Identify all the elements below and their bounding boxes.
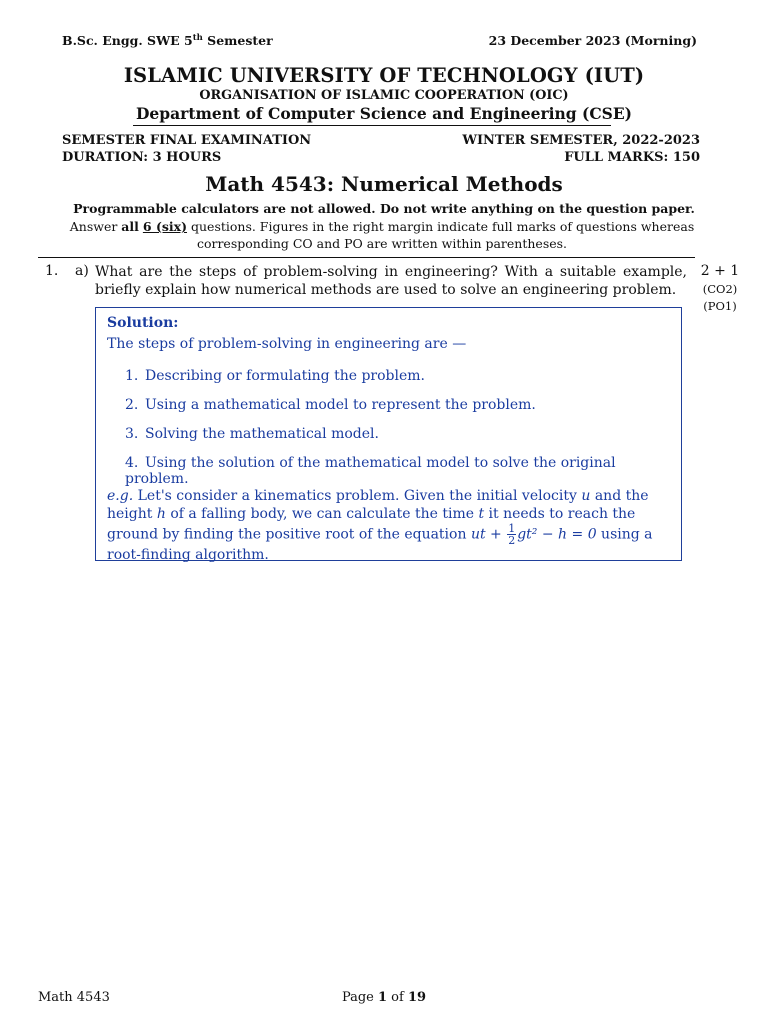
footer-course: Math 4543 [38,990,110,1005]
question-marks: 2 + 1 [700,263,740,279]
exam-type: SEMESTER FINAL EXAMINATION [62,133,312,148]
list-item: 4. Using the solution of the mathematical model to solve the original problem. [125,455,616,487]
solution-box [95,307,682,561]
list-item: 1. Describing or formulating the problem. [125,368,426,384]
question-number: 1. [45,263,59,279]
program-outcome: (PO1) [703,299,737,313]
full-marks: FULL MARKS: 150 [564,150,700,165]
organisation-name: ORGANISATION OF ISLAMIC COOPERATION (OIC) [199,88,569,103]
list-item: 3. Solving the mathematical model. [125,426,379,442]
fraction-half: $\frac{1}{2}$ [508,522,516,547]
question-part: a) [75,263,89,279]
answer-instructions: Answer all 6 (six) questions. Figures in the right margin indicate full marks of questions whereas corresponding CO and PO are written within parentheses. [69,219,695,251]
solution-example: e.g. Let's consider a kinematics problem. Given the initial velocity u and the height h of a falling body, we can calculate the time t it needs to reach the ground by finding the positive root of the equation ut + $\frac{1}{2}$ gt² − h = 0 using a root-finding algorithm. [107,488,653,563]
question-text: What are the steps of problem-solving in engineering? With a suitable example, briefly explain how numerical methods are used to solve an engineering problem. [95,264,687,298]
program-semester: B.Sc. Engg. SWE 5th Semester [62,33,273,49]
solution-intro: The steps of problem-solving in engineering are — [107,336,467,352]
department-underline [133,125,611,126]
list-item: 2. Using a mathematical model to represent the problem. [125,397,536,413]
exam-date: 23 December 2023 (Morning) [488,33,697,48]
exam-duration: DURATION: 3 HOURS [62,150,222,165]
exam-semester: WINTER SEMESTER, 2022-2023 [462,133,700,148]
university-name: ISLAMIC UNIVERSITY OF TECHNOLOGY (IUT) [123,64,645,87]
course-outcome: (CO2) [702,282,738,296]
course-title: Math 4543: Numerical Methods [205,172,563,196]
header-divider [38,257,695,258]
calculator-note: Programmable calculators are not allowed. Do not write anything on the question paper. [73,201,695,216]
page-number: Page 1 of 19 [341,990,427,1005]
department-name: Department of Computer Science and Engineering (CSE) [135,104,633,123]
solution-title: Solution: [107,315,179,331]
